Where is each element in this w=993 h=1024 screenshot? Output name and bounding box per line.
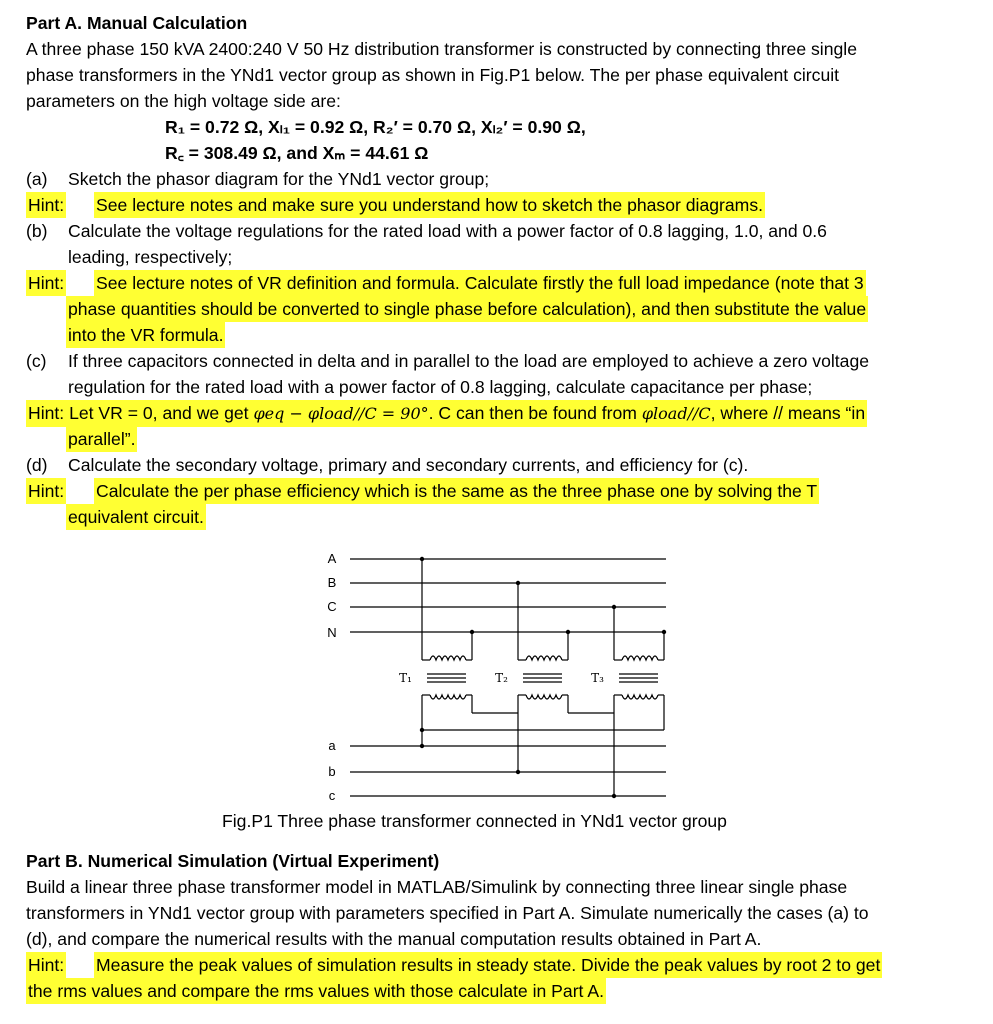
- hint-part-b-label: Hint:: [26, 952, 66, 978]
- question-a-label: (a): [26, 169, 48, 189]
- hint-part-b-text-2: the rms values and compare the rms values with those calculate in Part A.: [26, 978, 606, 1004]
- part-a-intro: [26, 36, 976, 114]
- bus-label-C: C: [327, 599, 337, 614]
- hint-part-b-text-1: Measure the peak values of simulation results in steady state. Divide the peak values by root 2 to get: [94, 952, 882, 978]
- hint-c-text-a: Hint: Let VR = 0, and we get: [28, 403, 254, 423]
- hint-c-text-2: parallel”.: [66, 426, 137, 452]
- transformer-label-T1: T₁: [399, 671, 412, 685]
- transformer-T3: [422, 607, 664, 730]
- hint-b-text-1: See lecture notes of VR definition and formula. Calculate firstly the full load impedance (note that 3: [94, 270, 866, 296]
- transformer-label-T2: T₂: [495, 671, 508, 685]
- bus-label-A: A: [327, 551, 337, 566]
- intro-line-3: parameters on the high voltage side are:: [26, 91, 341, 111]
- part-b-line-2: transformers in YNd1 vector group with parameters specified in Part A. Simulate numerically the cases (a) to: [26, 903, 869, 923]
- intro-line-2: phase transformers in the YNd1 vector group as shown in Fig.P1 below. The per phase equivalent circuit: [26, 65, 840, 85]
- hint-d-text-1: Calculate the per phase efficiency which is the same as the three phase one by solving the T: [94, 478, 819, 504]
- question-b-text-1: Calculate the voltage regulations for the rated load with a power factor of 0.8 lagging, 1.0, and 0.6: [68, 221, 827, 241]
- hint-a-label: Hint:: [26, 192, 66, 218]
- question-b-label: (b): [26, 221, 48, 241]
- hint-c-text-b: . C can then be found from: [428, 403, 642, 423]
- bus-label-c: c: [328, 788, 336, 803]
- transformer-label-T3: T₃: [591, 671, 604, 685]
- hint-c-equation: φeq − φload//C = 90°: [253, 404, 429, 423]
- part-b-title: Part B. Numerical Simulation (Virtual Experiment): [26, 851, 440, 871]
- figure-caption: Fig.P1 Three phase transformer connected in YNd1 vector group: [222, 811, 727, 831]
- question-a-text: Sketch the phasor diagram for the YNd1 vector group;: [68, 169, 490, 189]
- question-c-text-1: If three capacitors connected in delta and in parallel to the load are employed to achieve a zero voltage: [68, 351, 870, 371]
- part-a-title: Part A. Manual Calculation: [26, 13, 248, 33]
- transformer-diagram: [220, 545, 680, 805]
- question-d-text: Calculate the secondary voltage, primary and secondary currents, and efficiency for (c).: [68, 455, 749, 475]
- bus-label-B: B: [327, 575, 337, 590]
- hint-c-phi-load: φload//C: [641, 404, 711, 423]
- question-d-label: (d): [26, 455, 48, 475]
- hint-d-text-2: equivalent circuit.: [66, 504, 206, 530]
- question-c-label: (c): [26, 351, 47, 371]
- part-b-line-1: Build a linear three phase transformer model in MATLAB/Simulink by connecting three linear single phase: [26, 877, 848, 897]
- hint-a-text: See lecture notes and make sure you understand how to sketch the phasor diagrams.: [94, 192, 765, 218]
- bus-label-N: N: [327, 625, 337, 640]
- intro-line-1: A three phase 150 kVA 2400:240 V 50 Hz distribution transformer is constructed by connecting three single: [26, 39, 857, 59]
- part-b-body: [26, 874, 976, 952]
- transformer-T1: [422, 559, 518, 772]
- question-b-text-2: leading, respectively;: [68, 247, 233, 267]
- hint-c-text-c: , where // means “in: [710, 403, 866, 423]
- hint-c-line-1: [26, 400, 867, 427]
- question-c-text-2: regulation for the rated load with a power factor of 0.8 lagging, calculate capacitance per phase;: [68, 377, 813, 397]
- hint-d-label: Hint:: [26, 478, 66, 504]
- parameter-equation-1: R₁ = 0.72 Ω, Xₗ₁ = 0.92 Ω, R₂′ = 0.70 Ω, Xₗ₂′ = 0.90 Ω,: [165, 117, 586, 137]
- parameter-equation-2: R꜀ = 308.49 Ω, and Xₘ = 44.61 Ω: [165, 143, 429, 163]
- hint-b-text-3: into the VR formula.: [66, 322, 225, 348]
- hint-b-label: Hint:: [26, 270, 66, 296]
- bus-label-b: b: [328, 764, 336, 779]
- part-b-line-3: (d), and compare the numerical results with the manual computation results obtained in Part A.: [26, 929, 762, 949]
- bus-label-a: a: [328, 738, 336, 753]
- hint-b-text-2: phase quantities should be converted to single phase before calculation), and then substitute the value: [66, 296, 868, 322]
- transformer-T2: [518, 583, 614, 796]
